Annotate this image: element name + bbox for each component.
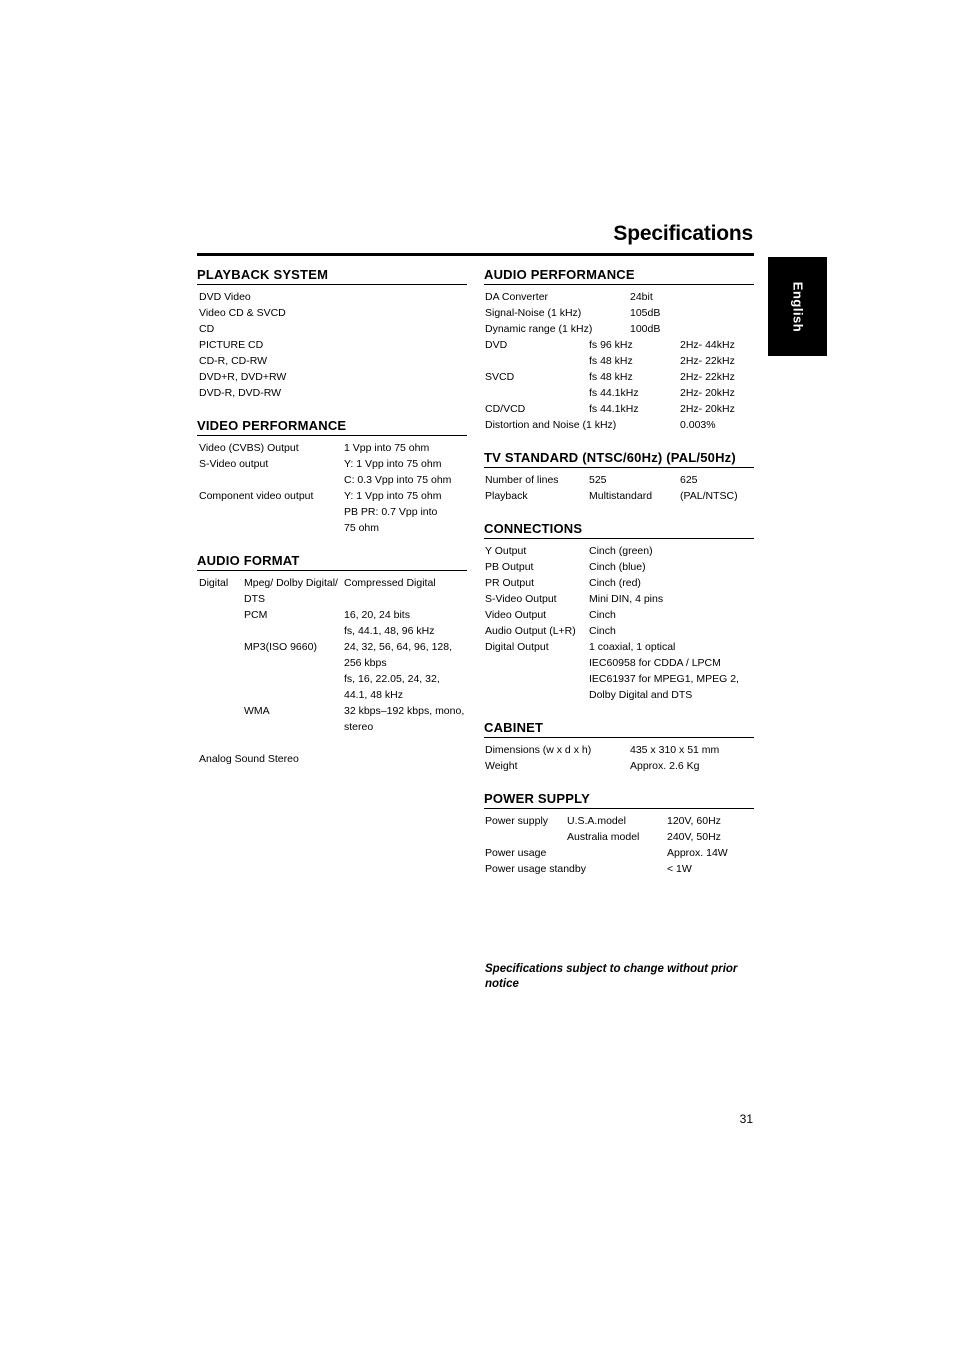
table-row: 44.1, 48 kHz [344,689,403,701]
table-row: Power supply U.S.A.model 120V, 60Hz [485,815,721,827]
table-row: 256 kbps [344,657,387,669]
table-row: Australia model 240V, 50Hz [567,831,721,843]
audio-format-table [197,575,467,767]
table-row: MP3(ISO 9660) 24, 32, 56, 64, 96, 128, [244,641,453,653]
table-row: Distortion and Noise (1 kHz) 0.003% [485,419,716,431]
table-row: Weight Approx. 2.6 Kg [485,760,700,772]
page-number: 31 [739,1112,753,1126]
table-row: Digital Mpeg/ Dolby Digital/ Compressed Digital [199,577,436,589]
list-item: CD [199,323,215,335]
table-row: S-Video output Y: 1 Vpp into 75 ohm [199,458,442,470]
table-row: Video Output Cinch [485,609,616,621]
table-row: DA Converter 24bit [485,291,653,303]
power-supply-section [484,790,754,877]
table-row: fs, 16, 22.05, 24, 32, [344,673,440,685]
table-row: DTS [244,593,265,605]
video-performance-section [197,417,467,536]
table-row: WMA 32 kbps–192 kbps, mono, [244,705,465,717]
section-heading: PLAYBACK SYSTEM [197,266,467,285]
table-row: PB PR: 0.7 Vpp into [344,506,438,518]
cabinet-table [484,742,754,774]
table-row: Dimensions (w x d x h) 435 x 310 x 51 mm [485,744,720,756]
table-row: fs 48 kHz 2Hz- 22kHz [589,355,735,367]
audio-format-section [197,552,467,767]
section-heading: CABINET [484,719,754,738]
cabinet-section [484,719,754,774]
table-row: stereo [344,721,374,733]
language-tab [768,257,827,356]
tv-standard-section [484,449,754,504]
list-item: PICTURE CD [199,339,264,351]
title-rule [197,253,754,256]
table-row [197,735,467,751]
table-row: Number of lines 525 625 [485,474,698,486]
audio-performance-section [484,266,754,433]
list-item: DVD-R, DVD-RW [199,387,282,399]
power-table [484,813,754,877]
table-row: PR Output Cinch (red) [485,577,641,589]
table-row: Video (CVBS) Output 1 Vpp into 75 ohm [199,442,430,454]
section-heading: AUDIO FORMAT [197,552,467,571]
table-row: PB Output Cinch (blue) [485,561,646,573]
table-row: Component video output Y: 1 Vpp into 75 ohm [199,490,442,502]
playback-list [197,289,467,401]
table-row: Signal-Noise (1 kHz) 105dB [485,307,661,319]
playback-system-section [197,266,467,401]
table-row: Power usage standby < 1W [485,863,692,875]
table-row: DVD fs 96 kHz 2Hz- 44kHz [485,339,735,351]
audio-performance-table [484,289,754,433]
table-row: IEC60958 for CDDA / LPCM [589,657,721,669]
table-row: Power usage Approx. 14W [485,847,728,859]
list-item: Video CD & SVCD [199,307,286,319]
connections-section [484,520,754,703]
list-item: CD-R, CD-RW [199,355,268,367]
table-row: C: 0.3 Vpp into 75 ohm [344,474,452,486]
table-row: IEC61937 for MPEG1, MPEG 2, [589,673,739,685]
tv-standard-table [484,472,754,504]
table-row: Y Output Cinch (green) [485,545,653,557]
list-item: DVD+R, DVD+RW [199,371,287,383]
footnote: Specifications subject to change without prior notice [485,963,738,990]
table-row: CD/VCD fs 44.1kHz 2Hz- 20kHz [485,403,735,415]
section-heading: VIDEO PERFORMANCE [197,417,467,436]
table-row: Dynamic range (1 kHz) 100dB [485,323,661,335]
video-table [197,440,467,536]
table-row: S-Video Output Mini DIN, 4 pins [485,593,664,605]
table-row: Digital Output 1 coaxial, 1 optical [485,641,676,653]
table-row: fs 44.1kHz 2Hz- 20kHz [589,387,735,399]
table-row: Playback Multistandard (PAL/NTSC) [485,490,738,502]
table-row: PCM 16, 20, 24 bits [244,609,410,621]
section-heading: POWER SUPPLY [484,790,754,809]
section-heading: TV STANDARD (NTSC/60Hz) (PAL/50Hz) [484,449,754,468]
table-row: Audio Output (L+R) Cinch [485,625,616,637]
table-row: 75 ohm [344,522,380,534]
table-row: Dolby Digital and DTS [589,689,693,701]
page-title: Specifications [613,222,753,245]
section-heading: CONNECTIONS [484,520,754,539]
list-item: DVD Video [199,291,251,303]
table-row: SVCD fs 48 kHz 2Hz- 22kHz [485,371,735,383]
connections-table [484,543,754,703]
language-tab-label: English [790,281,805,332]
section-heading: AUDIO PERFORMANCE [484,266,754,285]
table-row: Analog Sound Stereo [199,753,299,765]
table-row: fs, 44.1, 48, 96 kHz [344,625,435,637]
